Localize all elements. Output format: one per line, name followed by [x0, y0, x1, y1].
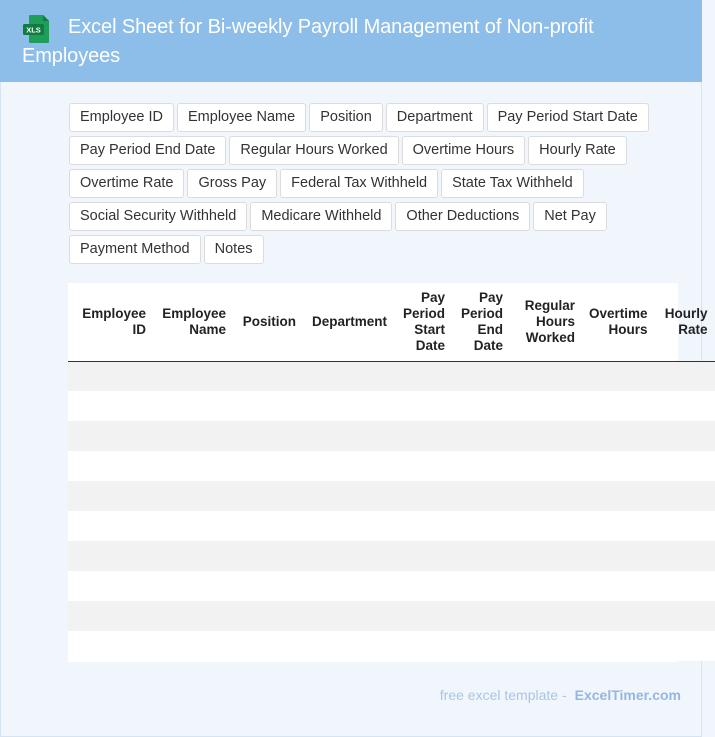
table-cell[interactable] — [153, 541, 233, 571]
table-cell[interactable] — [510, 451, 582, 481]
column-header: Regular Hours Worked — [510, 283, 582, 361]
column-chip: Medicare Withheld — [250, 202, 392, 231]
table-row — [68, 601, 715, 631]
table-cell[interactable] — [510, 361, 582, 391]
table-cell[interactable] — [510, 511, 582, 541]
table-cell[interactable] — [655, 601, 715, 631]
table-cell[interactable] — [452, 571, 510, 601]
table-cell[interactable] — [394, 451, 452, 481]
svg-text:XLS: XLS — [26, 25, 41, 35]
column-chip: Pay Period End Date — [69, 136, 226, 165]
table-cell[interactable] — [394, 571, 452, 601]
column-chip: Hourly Rate — [528, 136, 627, 165]
column-header: Employee ID — [68, 283, 153, 361]
table-cell[interactable] — [394, 541, 452, 571]
table-row — [68, 361, 715, 391]
table-cell[interactable] — [510, 541, 582, 571]
table-cell[interactable] — [303, 451, 394, 481]
footer-credit — [440, 687, 681, 703]
table-row — [68, 391, 715, 421]
table-cell[interactable] — [510, 601, 582, 631]
column-chip: Regular Hours Worked — [229, 136, 398, 165]
column-chip: Payment Method — [69, 235, 201, 264]
table-cell[interactable] — [452, 451, 510, 481]
table-cell[interactable] — [303, 511, 394, 541]
table-cell[interactable] — [582, 541, 655, 571]
table-cell[interactable] — [582, 391, 655, 421]
table-cell[interactable] — [452, 481, 510, 511]
column-header: Pay Period Start Date — [394, 283, 452, 361]
table-cell[interactable] — [68, 391, 153, 421]
table-row — [68, 571, 715, 601]
page-title: Excel Sheet for Bi-weekly Payroll Management of Non-profit Employees — [22, 16, 594, 67]
table-cell[interactable] — [233, 391, 303, 421]
table-cell[interactable] — [233, 511, 303, 541]
table-cell[interactable] — [233, 601, 303, 631]
column-header: Hourly Rate — [655, 283, 715, 361]
table-cell[interactable] — [582, 361, 655, 391]
column-chip: Pay Period Start Date — [487, 103, 649, 132]
table-cell[interactable] — [510, 421, 582, 451]
table-cell[interactable] — [303, 601, 394, 631]
table-row — [68, 451, 715, 481]
table-cell[interactable] — [233, 631, 303, 661]
table-cell[interactable] — [394, 511, 452, 541]
payroll-table-container — [68, 283, 708, 662]
table-cell[interactable] — [153, 631, 233, 661]
table-cell[interactable] — [233, 571, 303, 601]
table-cell[interactable] — [153, 451, 233, 481]
table-cell[interactable] — [655, 391, 715, 421]
table-cell[interactable] — [153, 511, 233, 541]
table-cell[interactable] — [303, 571, 394, 601]
table-cell[interactable] — [68, 511, 153, 541]
table-cell[interactable] — [582, 571, 655, 601]
table-cell[interactable] — [68, 421, 153, 451]
table-cell[interactable] — [303, 541, 394, 571]
table-cell[interactable] — [582, 601, 655, 631]
table-row — [68, 511, 715, 541]
table-cell[interactable] — [655, 481, 715, 511]
table-body — [68, 361, 715, 661]
table-cell[interactable] — [582, 511, 655, 541]
table-cell[interactable] — [153, 481, 233, 511]
table-cell[interactable] — [233, 451, 303, 481]
column-header: Overtime Hours — [582, 283, 655, 361]
column-chip: Other Deductions — [395, 202, 530, 231]
table-cell[interactable] — [394, 421, 452, 451]
header-bar — [0, 0, 702, 82]
column-chip: Department — [386, 103, 484, 132]
table-cell[interactable] — [394, 481, 452, 511]
table-cell[interactable] — [68, 481, 153, 511]
column-chip: Position — [309, 103, 383, 132]
table-cell[interactable] — [303, 361, 394, 391]
table-cell[interactable] — [655, 631, 715, 661]
table-cell[interactable] — [510, 481, 582, 511]
table-cell[interactable] — [452, 511, 510, 541]
table-cell[interactable] — [233, 361, 303, 391]
column-header: Pay Period End Date — [452, 283, 510, 361]
table-row — [68, 631, 715, 661]
column-chip: Notes — [204, 235, 264, 264]
table-cell[interactable] — [452, 361, 510, 391]
table-cell[interactable] — [68, 601, 153, 631]
column-header: Employee Name — [153, 283, 233, 361]
table-cell[interactable] — [153, 421, 233, 451]
footer-brand-link[interactable]: ExcelTimer.com — [574, 687, 681, 703]
table-cell[interactable] — [655, 511, 715, 541]
table-cell[interactable] — [68, 631, 153, 661]
table-cell[interactable] — [68, 541, 153, 571]
column-header: Department — [303, 283, 394, 361]
table-cell[interactable] — [452, 541, 510, 571]
table-cell[interactable] — [303, 421, 394, 451]
column-chip: Overtime Hours — [402, 136, 526, 165]
table-cell[interactable] — [68, 451, 153, 481]
table-cell[interactable] — [153, 571, 233, 601]
table-cell[interactable] — [394, 631, 452, 661]
table-cell[interactable] — [394, 391, 452, 421]
table-row — [68, 541, 715, 571]
column-chip: Net Pay — [533, 202, 607, 231]
table-cell[interactable] — [655, 451, 715, 481]
table-cell[interactable] — [153, 391, 233, 421]
column-chip: Federal Tax Withheld — [280, 169, 438, 198]
table-cell[interactable] — [233, 541, 303, 571]
table-cell[interactable] — [582, 631, 655, 661]
table-cell[interactable] — [510, 631, 582, 661]
table-cell[interactable] — [303, 481, 394, 511]
table-cell[interactable] — [394, 361, 452, 391]
table-cell[interactable] — [153, 601, 233, 631]
table-cell[interactable] — [510, 571, 582, 601]
table-cell[interactable] — [153, 361, 233, 391]
footer-text: free excel template - — [439, 687, 567, 703]
payroll-table — [68, 283, 715, 661]
table-cell[interactable] — [452, 391, 510, 421]
column-chip: Employee ID — [69, 103, 174, 132]
table-cell[interactable] — [394, 601, 452, 631]
column-chip: State Tax Withheld — [441, 169, 584, 198]
column-chip: Overtime Rate — [69, 169, 184, 198]
table-cell[interactable] — [655, 421, 715, 451]
column-chip: Employee Name — [177, 103, 306, 132]
table-cell[interactable] — [582, 481, 655, 511]
column-chip: Gross Pay — [187, 169, 277, 198]
table-row — [68, 421, 715, 451]
table-cell[interactable] — [233, 421, 303, 451]
table-header-row — [68, 283, 715, 361]
table-cell[interactable] — [68, 571, 153, 601]
column-chip-list — [69, 103, 669, 264]
table-cell[interactable] — [68, 361, 153, 391]
table-cell[interactable] — [452, 421, 510, 451]
table-cell[interactable] — [582, 451, 655, 481]
table-cell[interactable] — [655, 361, 715, 391]
column-chip: Social Security Withheld — [69, 202, 247, 231]
table-row — [68, 481, 715, 511]
column-header: Position — [233, 283, 303, 361]
table-cell[interactable] — [655, 571, 715, 601]
table-cell[interactable] — [510, 391, 582, 421]
table-cell[interactable] — [582, 421, 655, 451]
table-cell[interactable] — [303, 631, 394, 661]
table-cell[interactable] — [655, 541, 715, 571]
table-cell[interactable] — [233, 481, 303, 511]
table-cell[interactable] — [452, 631, 510, 661]
table-cell[interactable] — [303, 391, 394, 421]
table-cell[interactable] — [452, 601, 510, 631]
